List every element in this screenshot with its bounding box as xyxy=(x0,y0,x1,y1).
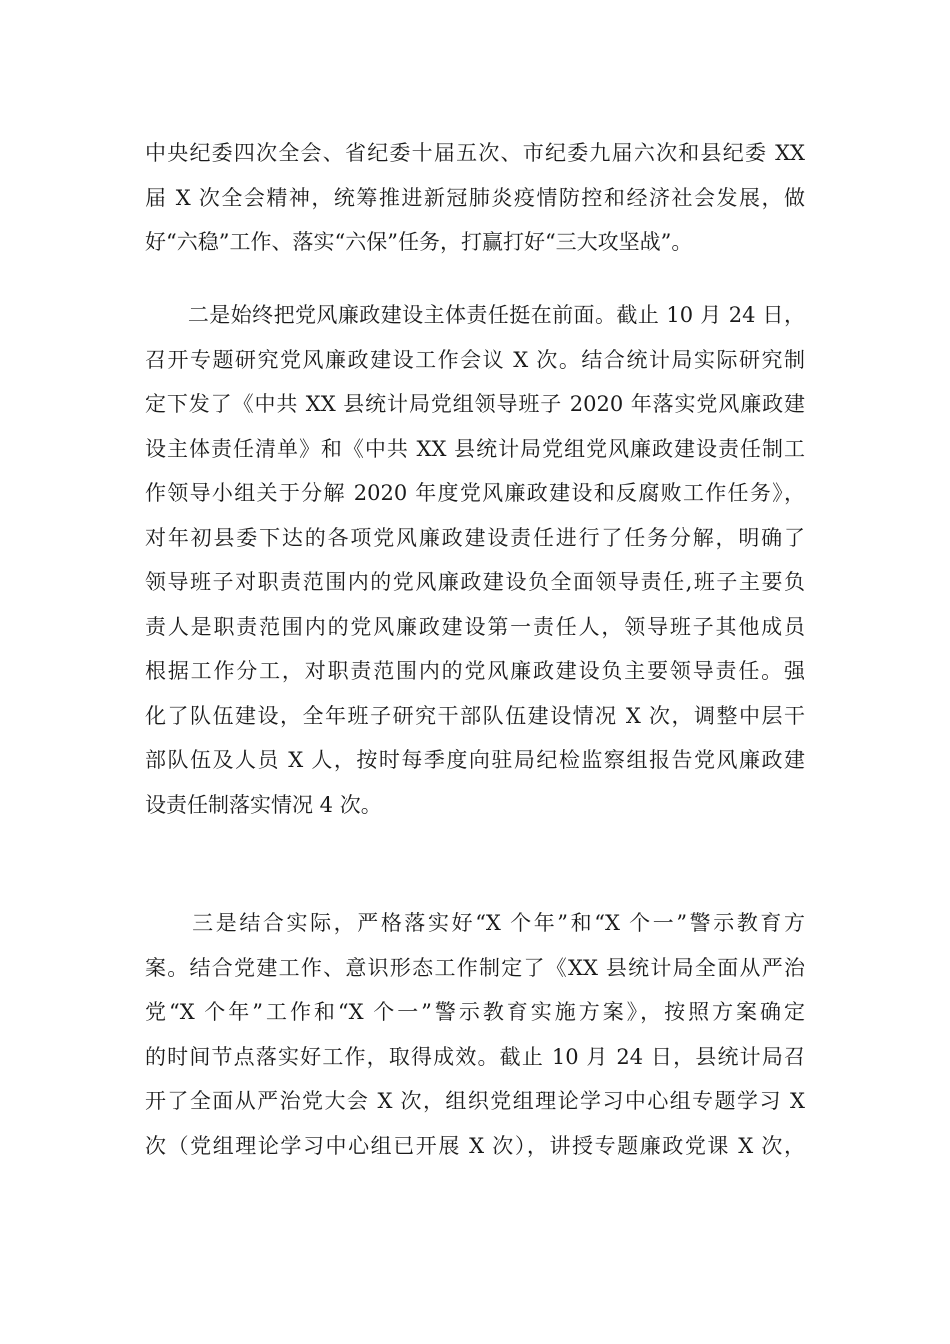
text-line: 领导班子对职责范围内的党风廉政建设负全面领导责任,班子主要负 xyxy=(145,570,805,594)
text-line: 作领导小组关于分解 2020 年度党风廉政建设和反腐败工作任务》， xyxy=(145,481,805,505)
text-line: 根据工作分工，对职责范围内的党风廉政建设负主要领导责任。强 xyxy=(145,659,805,683)
text-line: 二是始终把党风廉政建设主体责任挺在前面。截止 10 月 24 日， xyxy=(145,303,805,327)
text-line: 开了全面从严治党大会 X 次，组织党组理论学习中心组专题学习 X xyxy=(145,1089,805,1113)
text-line: 责人是职责范围内的党风廉政建设第一责任人，领导班子其他成员 xyxy=(145,614,805,639)
text-line: 三是结合实际，严格落实好“X 个年”和“X 个一”警示教育方 xyxy=(145,911,805,935)
paragraph-point-two xyxy=(145,293,805,827)
text-line: 部队伍及人员 X 人，按时每季度向驻局纪检监察组报告党风廉政建 xyxy=(145,748,805,772)
paragraph-continuation xyxy=(145,131,805,265)
text-line: 届 X 次全会精神，统筹推进新冠肺炎疫情防控和经济社会发展，做 xyxy=(145,185,805,210)
text-line: 对年初县委下达的各项党风廉政建设责任进行了任务分解，明确了 xyxy=(145,525,805,550)
text-line: 化了队伍建设，全年班子研究干部队伍建设情况 X 次，调整中层干 xyxy=(145,703,805,728)
paragraph-point-three xyxy=(145,901,805,1168)
text-line: 设责任制落实情况 4 次。 xyxy=(145,792,382,817)
text-line: 案。结合党建工作、意识形态工作制定了《XX 县统计局全面从严治 xyxy=(145,955,805,980)
text-line: 中央纪委四次全会、省纪委十届五次、市纪委九届六次和县纪委 XX xyxy=(145,141,805,165)
text-line: 好“六稳”工作、落实“六保”任务，打赢打好“三大攻坚战”。 xyxy=(145,230,693,254)
text-line: 设主体责任清单》和《中共 XX 县统计局党组党风廉政建设责任制工 xyxy=(145,436,805,461)
text-line: 召开专题研究党风廉政建设工作会议 X 次。结合统计局实际研究制 xyxy=(145,347,805,372)
text-line: 定下发了《中共 XX 县统计局党组领导班子 2020 年落实党风廉政建 xyxy=(145,392,805,416)
text-line: 党“X 个年”工作和“X 个一”警示教育实施方案》，按照方案确定 xyxy=(145,1000,805,1024)
text-line: 的时间节点落实好工作，取得成效。截止 10 月 24 日，县统计局召 xyxy=(145,1044,805,1069)
text-line: 次（党组理论学习中心组已开展 X 次），讲授专题廉政党课 X 次， xyxy=(145,1133,805,1158)
